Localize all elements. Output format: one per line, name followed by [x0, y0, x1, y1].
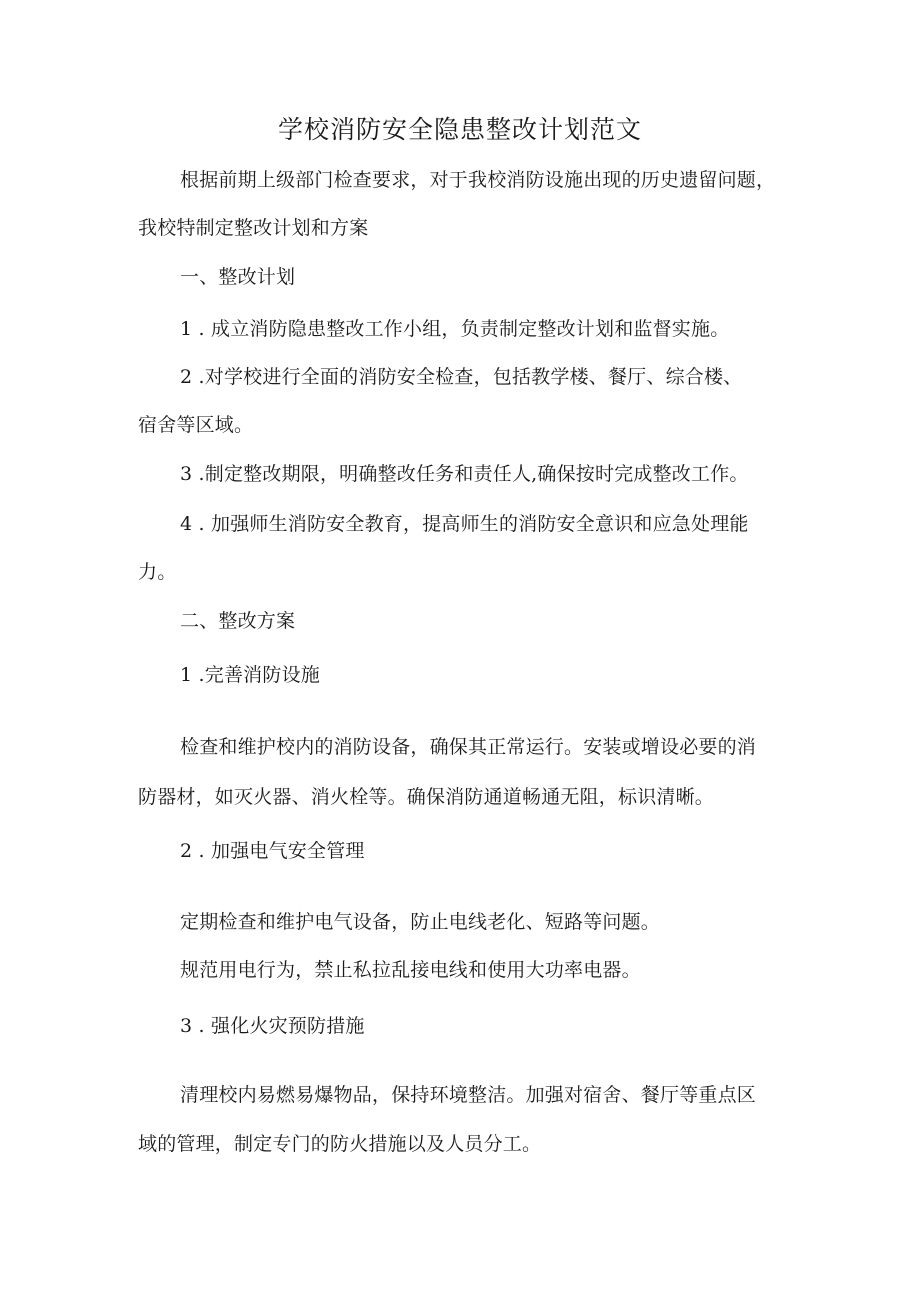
subsection-3-heading: 3 . 强化火灾预防措施	[180, 1015, 365, 1037]
subsection-2-line-1: 定期检查和维护电气设备，防止电线老化、短路等问题。	[180, 911, 661, 933]
plan-item-4-line-1: 4 . 加强师生消防安全教育，提高师生的消防安全意识和应急处理能	[180, 513, 749, 535]
subsection-1-heading: 1 .完善消防设施	[180, 664, 320, 686]
intro-line-1: 根据前期上级部门检查要求，对于我校消防设施出现的历史遗留问题，	[180, 169, 776, 191]
plan-item-4-line-2: 力。	[138, 561, 177, 583]
subsection-1-line-2: 防器材，如灭火器、消火栓等。确保消防通道畅通无阻，标识清晰。	[138, 786, 715, 808]
plan-item-1: 1 . 成立消防隐患整改工作小组，负责制定整改计划和监督实施。	[180, 318, 730, 340]
subsection-2-heading: 2 . 加强电气安全管理	[180, 840, 365, 862]
plan-item-3: 3 .制定整改期限，明确整改任务和责任人,确保按时完成整改工作。	[180, 463, 749, 485]
subsection-3-line-1: 清理校内易燃易爆物品，保持环境整洁。加强对宿舍、餐厅等重点区	[180, 1084, 757, 1106]
section-2-heading: 二、整改方案	[180, 610, 296, 632]
intro-line-2: 我校特制定整改计划和方案	[138, 217, 369, 239]
subsection-1-line-1: 检查和维护校内的消防设备，确保其正常运行。安装或增设必要的消	[180, 736, 757, 758]
document-title: 学校消防安全隐患整改计划范文	[277, 115, 642, 144]
plan-item-2-line-2: 宿舍等区域。	[138, 414, 254, 436]
plan-item-2-line-1: 2 .对学校进行全面的消防安全检查，包括教学楼、餐厅、综合楼、	[180, 366, 743, 388]
section-1-heading: 一、整改计划	[180, 266, 296, 288]
subsection-3-line-2: 域的管理，制定专门的防火措施以及人员分工。	[138, 1133, 542, 1155]
subsection-2-line-2: 规范用电行为，禁止私拉乱接电线和使用大功率电器。	[180, 959, 641, 981]
